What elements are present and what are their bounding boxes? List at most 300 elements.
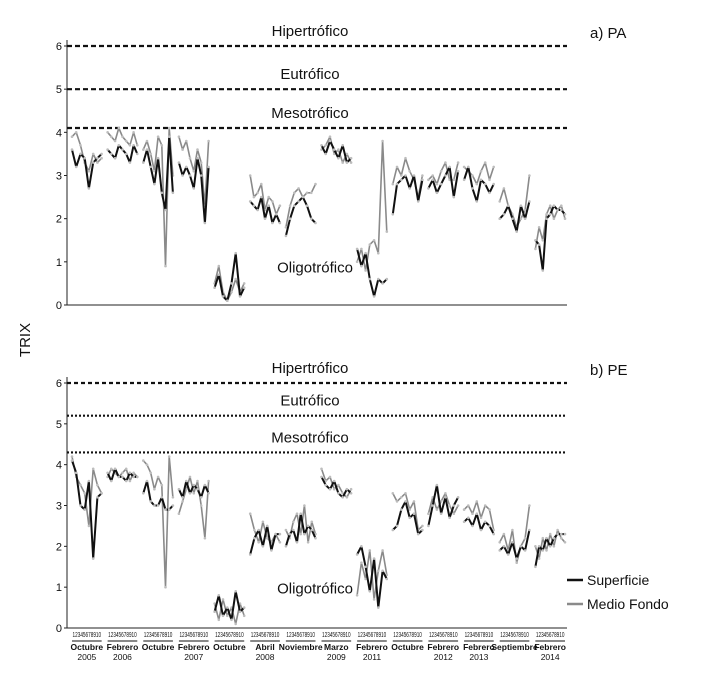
y-tick-label: 4 — [55, 127, 62, 140]
data-point-medio-fondo — [146, 140, 149, 143]
data-point-superficie — [204, 222, 207, 225]
data-point-superficie — [106, 148, 109, 151]
data-point-superficie — [444, 496, 447, 499]
campaign-tick-label: 12345678910 — [464, 630, 494, 639]
data-point-medio-fondo — [467, 504, 470, 507]
data-point-medio-fondo — [83, 492, 86, 495]
data-point-superficie — [467, 166, 470, 169]
data-point-superficie — [421, 179, 424, 182]
x-axis-labels — [71, 630, 566, 662]
data-point-superficie — [448, 166, 451, 169]
data-point-medio-fondo — [436, 508, 439, 511]
data-point-superficie — [453, 196, 456, 199]
data-point-superficie — [279, 533, 282, 536]
data-point-medio-fondo — [346, 496, 349, 499]
data-point-superficie — [417, 533, 420, 536]
y-tick-label: 4 — [55, 459, 62, 472]
data-point-medio-fondo — [71, 135, 74, 138]
data-point-medio-fondo — [106, 131, 109, 134]
data-point-medio-fondo — [457, 504, 460, 507]
data-point-superficie — [448, 517, 451, 520]
data-point-medio-fondo — [204, 537, 207, 540]
data-point-medio-fondo — [125, 468, 128, 471]
data-point-superficie — [292, 529, 295, 532]
data-point-medio-fondo — [356, 261, 359, 264]
data-point-medio-fondo — [364, 269, 367, 272]
y-tick-label: 1 — [55, 582, 62, 595]
data-point-medio-fondo — [421, 525, 424, 528]
data-point-superficie — [503, 545, 506, 548]
data-point-superficie — [463, 179, 466, 182]
data-point-medio-fondo — [121, 472, 124, 475]
data-point-superficie — [534, 566, 537, 569]
data-point-medio-fondo — [386, 230, 389, 233]
data-point-medio-fondo — [373, 598, 376, 601]
data-point-superficie — [125, 153, 128, 156]
y-tick-label: 5 — [55, 84, 62, 97]
data-point-medio-fondo — [400, 174, 403, 177]
data-point-superficie — [239, 610, 242, 613]
data-point-medio-fondo — [377, 252, 380, 255]
data-point-superficie — [71, 148, 74, 151]
data-point-superficie — [185, 480, 188, 483]
data-point-medio-fondo — [400, 496, 403, 499]
data-point-superficie — [511, 541, 514, 544]
data-point-superficie — [196, 157, 199, 160]
data-point-medio-fondo — [153, 488, 156, 491]
data-point-superficie — [381, 570, 384, 573]
data-point-superficie — [556, 533, 559, 536]
data-point-medio-fondo — [218, 619, 221, 622]
data-point-superficie — [498, 549, 501, 552]
data-point-superficie — [129, 161, 132, 164]
data-point-superficie — [476, 200, 479, 203]
month-label: Febrero — [106, 642, 139, 652]
data-point-medio-fondo — [463, 508, 466, 511]
data-point-medio-fondo — [480, 170, 483, 173]
data-point-medio-fondo — [356, 594, 359, 597]
data-point-superficie — [274, 533, 277, 536]
data-point-superficie — [118, 144, 121, 147]
data-point-medio-fondo — [373, 239, 376, 242]
data-point-medio-fondo — [350, 161, 353, 164]
data-point-superficie — [264, 217, 267, 220]
data-point-medio-fondo — [488, 508, 491, 511]
data-point-superficie — [444, 174, 447, 177]
data-point-superficie — [110, 480, 113, 483]
legend-label-superficie: Superficie — [587, 572, 650, 588]
data-point-superficie — [492, 533, 495, 536]
data-point-superficie — [311, 529, 314, 532]
data-point-superficie — [297, 200, 300, 203]
data-point-superficie — [293, 204, 296, 207]
data-point-superficie — [427, 525, 430, 528]
data-point-medio-fondo — [545, 549, 548, 552]
data-point-superficie — [440, 183, 443, 186]
data-point-superficie — [239, 295, 242, 298]
data-point-superficie — [329, 488, 332, 491]
data-point-superficie — [356, 248, 359, 251]
zone-label: Eutrófico — [280, 66, 340, 84]
y-tick-label: 6 — [55, 41, 62, 53]
data-point-superficie — [369, 590, 372, 593]
zone-label-oligotrofico: Oligotrófico — [277, 580, 353, 598]
data-point-superficie — [161, 496, 164, 499]
data-point-superficie — [249, 200, 252, 203]
data-point-superficie — [324, 153, 327, 156]
data-point-superficie — [296, 541, 299, 544]
data-point-superficie — [314, 222, 317, 225]
data-point-medio-fondo — [545, 213, 548, 216]
campaign-tick-label: 12345678910 — [393, 630, 422, 639]
year-label: 2013 — [469, 652, 489, 662]
data-point-superficie — [118, 476, 121, 479]
data-point-medio-fondo — [369, 243, 372, 246]
data-point-superficie — [515, 557, 518, 560]
data-point-superficie — [553, 204, 556, 207]
data-point-medio-fondo — [436, 183, 439, 186]
data-point-medio-fondo — [168, 127, 171, 130]
panel-pe — [56, 360, 628, 635]
data-point-medio-fondo — [260, 183, 263, 186]
data-point-medio-fondo — [381, 549, 384, 552]
data-point-superficie — [121, 476, 124, 479]
data-point-medio-fondo — [404, 492, 407, 495]
data-point-medio-fondo — [193, 492, 196, 495]
data-point-superficie — [484, 521, 487, 524]
data-point-superficie — [436, 192, 439, 195]
month-label: Febrero — [356, 642, 388, 652]
data-point-medio-fondo — [457, 161, 460, 164]
month-label: Octubre — [391, 642, 424, 652]
data-point-superficie — [222, 295, 225, 298]
data-point-superficie — [457, 496, 460, 499]
panel-label: a) PA — [590, 25, 627, 42]
data-point-medio-fondo — [341, 161, 344, 164]
data-point-superficie — [484, 183, 487, 186]
data-point-superficie — [421, 529, 424, 532]
data-point-superficie — [181, 174, 184, 177]
series-line-medio-fondo — [322, 469, 352, 498]
zone-label: Eutrófico — [280, 392, 340, 410]
data-point-medio-fondo — [303, 504, 306, 507]
series-line-superficie — [357, 249, 387, 297]
panel-pa — [56, 23, 627, 312]
data-point-superficie — [369, 278, 372, 281]
data-point-superficie — [337, 492, 340, 495]
data-point-medio-fondo — [132, 131, 135, 134]
data-point-superficie — [303, 533, 306, 536]
data-point-superficie — [524, 549, 527, 552]
data-point-superficie — [149, 166, 152, 169]
zone-label: Hipertrófico — [271, 23, 349, 40]
data-point-superficie — [168, 135, 171, 138]
data-point-medio-fondo — [538, 226, 541, 229]
data-point-medio-fondo — [463, 166, 466, 169]
data-point-superficie — [157, 157, 160, 160]
data-point-medio-fondo — [329, 476, 332, 479]
data-point-medio-fondo — [253, 529, 256, 532]
series-line-medio-fondo — [286, 506, 316, 543]
y-tick-label: 6 — [55, 378, 62, 390]
data-point-superficie — [457, 170, 460, 173]
data-point-medio-fondo — [453, 512, 456, 515]
data-point-superficie — [528, 529, 531, 532]
campaign-tick-label: 12345678910 — [500, 630, 529, 639]
data-point-superficie — [302, 196, 305, 199]
data-point-medio-fondo — [440, 170, 443, 173]
data-point-superficie — [329, 140, 332, 143]
data-point-medio-fondo — [207, 480, 210, 483]
data-point-superficie — [431, 504, 434, 507]
data-point-medio-fondo — [431, 174, 434, 177]
data-point-superficie — [146, 148, 149, 151]
data-point-superficie — [218, 274, 221, 277]
data-point-medio-fondo — [503, 533, 506, 536]
data-point-medio-fondo — [172, 496, 175, 499]
data-point-superficie — [114, 157, 117, 160]
data-point-superficie — [142, 161, 145, 164]
data-point-medio-fondo — [404, 157, 407, 160]
data-point-superficie — [350, 157, 353, 160]
data-point-superficie — [480, 529, 483, 532]
data-point-superficie — [507, 204, 510, 207]
data-point-medio-fondo — [471, 174, 474, 177]
data-point-superficie — [408, 187, 411, 190]
data-point-medio-fondo — [178, 512, 181, 515]
data-point-superficie — [230, 282, 233, 285]
data-point-superficie — [463, 521, 466, 524]
data-point-superficie — [285, 545, 288, 548]
data-point-medio-fondo — [392, 183, 395, 186]
data-point-medio-fondo — [448, 504, 451, 507]
data-point-medio-fondo — [92, 468, 95, 471]
data-point-medio-fondo — [161, 484, 164, 487]
data-point-superficie — [400, 179, 403, 182]
data-point-medio-fondo — [337, 148, 340, 151]
data-point-superficie — [136, 153, 139, 156]
campaign-tick-label: 12345678910 — [286, 630, 315, 639]
data-point-medio-fondo — [218, 265, 221, 268]
data-point-medio-fondo — [381, 140, 384, 143]
data-point-medio-fondo — [142, 459, 145, 462]
data-point-superficie — [260, 196, 263, 199]
data-point-superficie — [88, 480, 91, 483]
data-point-medio-fondo — [164, 586, 167, 589]
data-point-superficie — [189, 174, 192, 177]
data-point-superficie — [234, 252, 237, 255]
series-line-superficie — [215, 253, 245, 301]
data-point-superficie — [92, 557, 95, 560]
data-point-superficie — [324, 484, 327, 487]
data-point-superficie — [534, 239, 537, 242]
data-point-medio-fondo — [369, 549, 372, 552]
data-point-superficie — [189, 492, 192, 495]
data-point-medio-fondo — [538, 557, 541, 560]
series-line-superficie — [428, 167, 458, 197]
data-point-medio-fondo — [118, 127, 121, 130]
data-point-medio-fondo — [257, 541, 260, 544]
data-point-medio-fondo — [520, 217, 523, 220]
data-point-medio-fondo — [256, 192, 259, 195]
data-point-superficie — [556, 209, 559, 212]
campaign-tick-label: 12345678910 — [215, 630, 244, 639]
data-point-superficie — [333, 480, 336, 483]
data-point-superficie — [471, 525, 474, 528]
data-point-medio-fondo — [528, 504, 531, 507]
data-point-superficie — [207, 492, 210, 495]
data-point-superficie — [136, 476, 139, 479]
data-point-medio-fondo — [88, 170, 91, 173]
data-point-superficie — [373, 557, 376, 560]
data-point-superficie — [222, 615, 225, 618]
campaign-tick-label: 12345678910 — [535, 630, 565, 639]
data-point-superficie — [333, 148, 336, 151]
data-point-superficie — [164, 508, 167, 511]
campaign-tick-label: 12345678910 — [250, 630, 280, 639]
data-point-superficie — [230, 619, 233, 622]
year-label: 2005 — [77, 652, 97, 662]
data-point-superficie — [549, 545, 552, 548]
data-point-medio-fondo — [279, 204, 282, 207]
data-point-superficie — [396, 525, 399, 528]
zone-label: Hipertrófico — [271, 360, 349, 377]
data-point-medio-fondo — [560, 537, 563, 540]
data-point-medio-fondo — [121, 135, 124, 138]
data-point-superficie — [515, 230, 518, 233]
data-point-medio-fondo — [427, 179, 430, 182]
data-point-superficie — [373, 295, 376, 298]
y-tick-label: 2 — [55, 213, 62, 226]
data-point-superficie — [408, 517, 411, 520]
data-point-superficie — [288, 533, 291, 536]
data-point-medio-fondo — [498, 200, 501, 203]
data-point-medio-fondo — [476, 183, 479, 186]
data-point-medio-fondo — [427, 512, 430, 515]
series-line-superficie — [393, 501, 423, 534]
data-point-superficie — [253, 204, 256, 207]
data-point-superficie — [545, 537, 548, 540]
data-point-superficie — [213, 610, 216, 613]
data-point-superficie — [270, 549, 273, 552]
data-point-superficie — [314, 537, 317, 540]
data-point-superficie — [71, 459, 74, 462]
data-point-superficie — [279, 222, 282, 225]
data-point-medio-fondo — [299, 533, 302, 536]
data-point-superficie — [164, 209, 167, 212]
data-point-medio-fondo — [492, 166, 495, 169]
series-line-medio-fondo — [393, 158, 423, 197]
data-point-medio-fondo — [226, 615, 229, 618]
data-point-medio-fondo — [293, 192, 296, 195]
data-point-medio-fondo — [421, 174, 424, 177]
data-point-superficie — [146, 480, 149, 483]
data-point-medio-fondo — [444, 492, 447, 495]
data-point-medio-fondo — [92, 153, 95, 156]
panel-label: b) PE — [590, 362, 628, 379]
campaign-tick-label: 12345678910 — [428, 630, 458, 639]
month-label: Marzo — [324, 642, 349, 652]
data-point-superficie — [307, 525, 310, 528]
data-point-superficie — [96, 496, 99, 499]
zone-label: Mesotrófico — [271, 105, 349, 123]
data-point-medio-fondo — [413, 500, 416, 503]
data-point-medio-fondo — [149, 472, 152, 475]
data-point-superficie — [480, 179, 483, 182]
data-point-medio-fondo — [289, 204, 292, 207]
series-line-medio-fondo — [357, 141, 387, 271]
data-point-medio-fondo — [157, 135, 160, 138]
data-point-superficie — [507, 553, 510, 556]
data-point-medio-fondo — [480, 517, 483, 520]
month-label: Febrero — [534, 642, 567, 652]
data-point-superficie — [386, 578, 389, 581]
data-point-superficie — [360, 545, 363, 548]
data-point-medio-fondo — [484, 161, 487, 164]
data-point-superficie — [200, 174, 203, 177]
y-tick-label: 0 — [55, 300, 62, 312]
data-point-medio-fondo — [181, 500, 184, 503]
data-point-medio-fondo — [377, 570, 380, 573]
data-point-superficie — [528, 200, 531, 203]
data-point-superficie — [440, 512, 443, 515]
data-point-superficie — [427, 187, 430, 190]
data-point-superficie — [181, 496, 184, 499]
data-point-superficie — [413, 174, 416, 177]
y-tick-label: 3 — [55, 170, 62, 183]
series-line-medio-fondo — [250, 176, 280, 215]
data-point-medio-fondo — [164, 265, 167, 268]
data-point-superficie — [256, 209, 259, 212]
data-point-medio-fondo — [560, 204, 563, 207]
data-point-medio-fondo — [320, 468, 323, 471]
series-line-superficie — [179, 481, 209, 497]
y-tick-label: 5 — [55, 418, 62, 431]
data-point-superficie — [257, 529, 260, 532]
year-label: 2012 — [433, 652, 453, 662]
year-label: 2014 — [540, 652, 560, 662]
data-point-superficie — [226, 299, 229, 302]
month-label: Febrero — [427, 642, 460, 652]
data-point-superficie — [226, 606, 229, 609]
year-label: 2008 — [255, 652, 275, 662]
data-point-medio-fondo — [324, 144, 327, 147]
data-point-superficie — [125, 480, 128, 483]
data-point-superficie — [520, 545, 523, 548]
data-point-medio-fondo — [75, 131, 78, 134]
data-point-superficie — [467, 517, 470, 520]
zone-label: Mesotrófico — [271, 429, 349, 447]
data-point-superficie — [153, 183, 156, 186]
data-point-medio-fondo — [534, 248, 537, 251]
data-point-medio-fondo — [453, 179, 456, 182]
data-point-superficie — [267, 204, 270, 207]
data-point-superficie — [404, 174, 407, 177]
data-point-medio-fondo — [503, 187, 506, 190]
data-point-superficie — [471, 187, 474, 190]
data-point-superficie — [377, 606, 380, 609]
data-point-medio-fondo — [146, 463, 149, 466]
data-point-medio-fondo — [524, 537, 527, 540]
data-point-superficie — [218, 594, 221, 597]
data-point-superficie — [400, 508, 403, 511]
data-point-superficie — [538, 545, 541, 548]
data-point-medio-fondo — [297, 187, 300, 190]
data-point-superficie — [310, 217, 313, 220]
data-point-superficie — [560, 209, 563, 212]
data-point-medio-fondo — [114, 140, 117, 143]
data-point-medio-fondo — [168, 455, 171, 458]
